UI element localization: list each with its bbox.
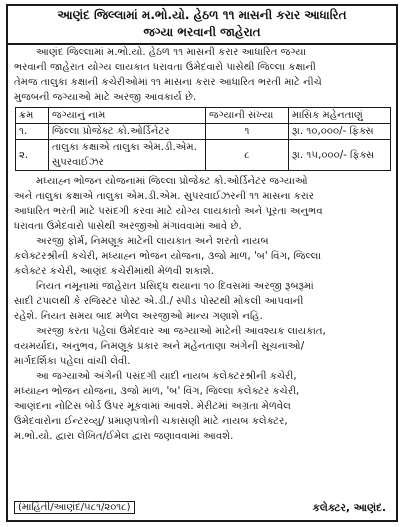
para-line: વયમર્યાદા, અનુભવ, નિમણૂક પ્રકાર અને મહેનતાણા અંગેની સૂચનાઓ/ [14,341,305,352]
table-row [16,140,391,171]
intro-line: આણંદ જિલ્લામાં મ.ભો.યો. હેઠળ ૧૧ માસની કરાર આધારિત જગ્યા [36,47,307,58]
row-salary: રૂા. ૧૦,૦૦૦/- ફિક્સ [289,124,391,140]
paragraph-guidelines [8,324,396,369]
intro-line: તેમજ તાલુકા કક્ષાની કચેરીઓમાં ૧૧ માસના કરાર આધારિત ભરતી માટે નીચે [14,77,322,88]
header-salary: માસિક મહેનતાણું [289,108,391,124]
paragraph-eligibility [8,174,396,234]
para-line: અરજી ફોર્મ, નિમણૂક માટેની લાયકાત અને શરતો નાયબ [36,236,269,247]
paragraph-form [8,234,396,279]
para-line: રહેશે. નિયત સમય બાદ મળેલ અરજીઓ માન્ય ગણાશે નહિ. [14,311,263,322]
para-line: આધારિત ભરતી માટે પસંદગી કરવા માટે યોગ્ય લાયકાતો અને પૂરતા અનુભવ [14,206,323,217]
para-line: સાદી ટપાલથી કે રજિસ્ટર પોસ્ટ એ.ડી./ સ્પીડ પોસ્ટથી મોકલી આપવાની [14,296,304,307]
header-post-name: જગ્યાનું નામ [49,108,206,124]
intro-paragraph [8,45,396,105]
intro-line: મુજબની જગ્યાઓ માટે અરજી આવકાર્ય છે. [14,92,197,103]
para-line: ધરાવતા ઉમેદવારો પાસેથી અરજીઓ મંગાવવામાં આવે છે. [14,221,242,232]
para-line: ઉમેદવારોના ઈન્ટરવ્યુ/ પ્રમાણપત્રોની ચકાસણી માટે નાયબ કલેક્ટર, [14,416,288,427]
row-post-name [49,140,206,171]
para-line: મધ્યાહ્‍ન ભોજન યોજના, ૩જો માળ, 'બ' વિંગ, જિલ્લા કલેક્ટર કચેરી, [14,386,300,397]
row-num: ૧. [16,124,49,140]
row-count: ૮ [206,140,289,171]
paragraph-selection [8,369,396,444]
row-num: ૨. [16,140,49,171]
notice-title [8,6,396,45]
para-line: કલેક્ટરશ્રીની કચેરી, મધ્યાહ્‍ન ભોજન યોજના, ૩જો માળ, 'બ' વિંગ, જિલ્લા [14,251,321,262]
para-line: અરજી કરતા પહેલાં ઉમેદવાર આ જગ્યાઓ માટેની આવશ્યક લાયકાત, [36,326,326,337]
row-post-name [49,124,206,140]
posts-table [15,107,391,171]
para-line: મધ્યાહ્‍ન ભોજન યોજનામાં જિલ્લા પ્રોજેક્ટ કો.ઓર્ડિનેટર જગ્યાઓ [36,176,308,187]
row-salary: રૂા. ૧૫,૦૦૦/- ફિક્સ [289,140,391,171]
reference-number [14,501,135,515]
para-line: આણંદના નોટિસ બોર્ડ ઉપર મૂકવામાં આવશે. મેરીટમાં અગ્રતા મેળવેલ [14,401,291,412]
notice-box [6,4,398,522]
para-line: અને તાલુકા કક્ષાએ તાલુકા એમ.ડી.એમ. સુપરવાઈઝરની ૧૧ માસના કરાર [14,191,315,202]
para-line: આ જગ્યાઓ અંગેની પસંદગી યાદી નાયબ કલેક્ટરશ્રીની કચેરી, [36,371,297,382]
table-header-row [16,108,391,124]
row-count: ૧ [206,124,289,140]
para-line: માર્ગદર્શિકા પહેલાં વાંચી લેવી. [14,356,131,367]
post-name-line: તાલુકા કક્ષાએ તાલુકા એમ.ડી.એમ. [52,142,197,153]
header-count: જગ્યાની સંખ્યા [206,108,289,124]
para-line: મ.ભો.યો. દ્વારા લેખિત/ઈમેલ દ્વારા જણાવવામાં આવશે. [14,431,234,442]
table-row [16,124,391,140]
post-name-line: સુપરવાઈઝર [52,157,104,168]
intro-line: ભરવાની જાહેરાત યોગ્ય લાયકાત ધરાવતા ઉમેદવારો પાસેથી જિલ્લા કક્ષાની [14,62,316,73]
para-line: કલેક્ટર કચેરી, આણંદ કચેરીમાંથી મેળવી શકાશે. [14,266,214,277]
title-line-2: જગ્યા ભરવાની જાહેરાત [143,25,261,39]
paragraph-submission [8,279,396,324]
reference-text: (માહિતી/આણંદ/૫૮૧/૨૦૧૮) [14,501,135,514]
para-line: નિયત નમૂનામાં જાહેરાત પ્રસિદ્ધ થયાના ૧૦ દિવસમાં અરજી રૂબરૂમાં [36,281,314,292]
title-line-1: આણંદ જિલ્લામાં મ.ભો.યો. હેઠળ ૧૧ માસની કરાર આધારિત [57,8,347,22]
header-num: ક્રમ [16,108,49,124]
signature-collector: કલેક્ટર, આણંદ. [312,502,386,514]
post-name-line: જિલ્લા પ્રોજેક્ટ કો.ઓર્ડિનેટર [52,126,170,137]
